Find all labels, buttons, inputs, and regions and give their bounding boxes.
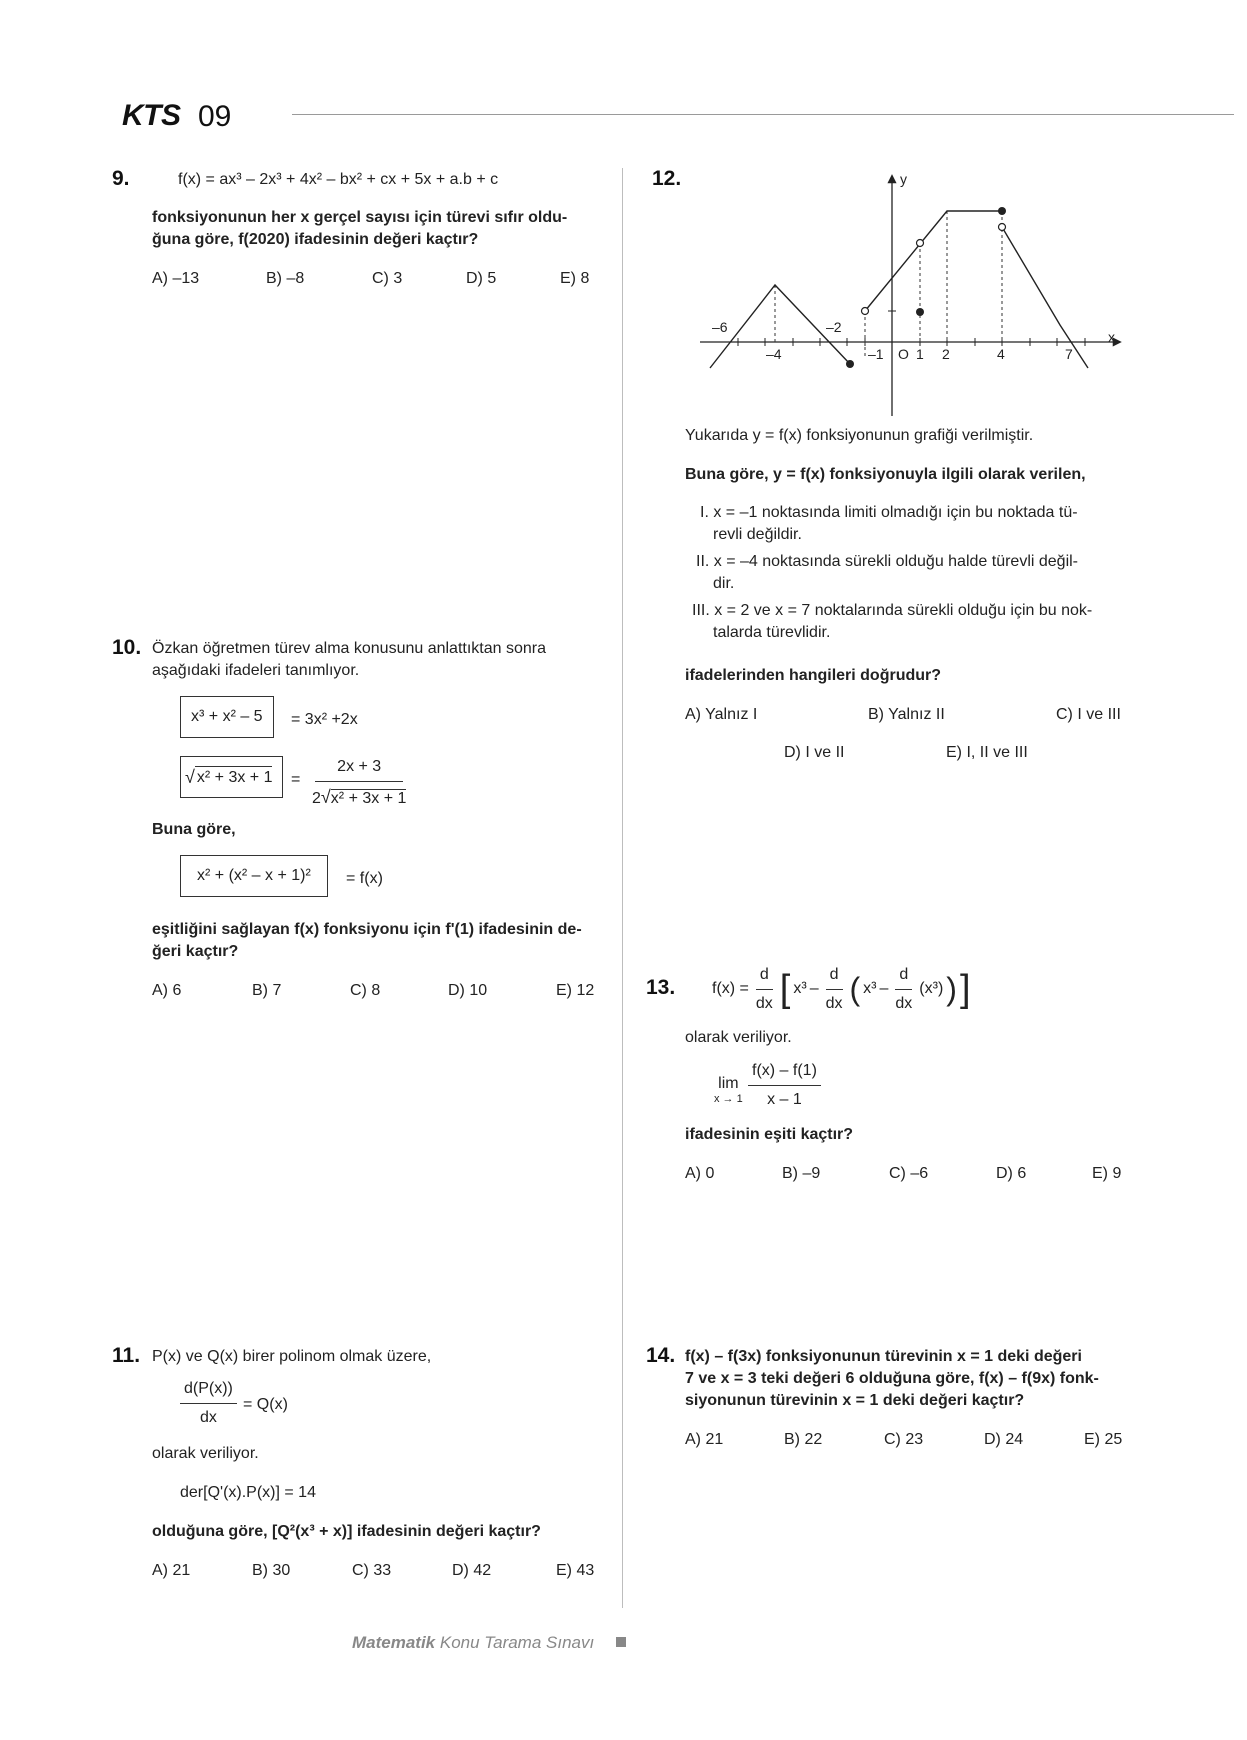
q11-frac-result: = Q(x) xyxy=(243,1396,288,1413)
q11-option-d[interactable]: D) 42 xyxy=(452,1562,492,1579)
q10-option-e[interactable]: E) 12 xyxy=(556,982,595,999)
q12-roman-iii-2: talarda türevlidir. xyxy=(713,624,831,641)
tick-label: –1 xyxy=(868,346,884,362)
q14-line1: f(x) – f(3x) fonksiyonunun türevinin x = 1 deki değeri xyxy=(685,1348,1082,1365)
axis-y-label: y xyxy=(900,171,907,187)
tick-label: 7 xyxy=(1065,346,1073,362)
q12-number: 12. xyxy=(652,167,682,190)
tick-label: –6 xyxy=(712,319,728,335)
q10-box3-result: = f(x) xyxy=(346,870,383,887)
q11-frac-den: dx xyxy=(199,1408,217,1426)
axis-x-label: x xyxy=(1108,329,1115,345)
q10-box2-radicand: x² + 3x + 1 xyxy=(195,766,273,789)
q12-option-e[interactable]: E) I, II ve III xyxy=(946,744,1028,761)
footer-rest: Konu Tarama Sınavı xyxy=(435,1633,595,1652)
q10-number: 10. xyxy=(112,636,142,659)
q9-number: 9. xyxy=(112,167,130,190)
point-closed xyxy=(916,308,924,316)
footer-title xyxy=(352,1632,594,1655)
footer-square-icon xyxy=(616,1637,626,1647)
q10-option-d[interactable]: D) 10 xyxy=(448,982,488,999)
q13-option-c[interactable]: C) –6 xyxy=(889,1165,929,1182)
column-divider xyxy=(622,168,623,1608)
q13-option-a[interactable]: A) 0 xyxy=(685,1165,715,1182)
q11-olarak: olarak veriliyor. xyxy=(152,1445,259,1462)
q12-roman-i-1: I. x = –1 noktasında limiti olmadığı için bu noktada tü- xyxy=(700,504,1078,521)
q11-option-a[interactable]: A) 21 xyxy=(152,1562,191,1579)
q12-option-c[interactable]: C) I ve III xyxy=(1056,706,1121,723)
q10-box3: x² + (x² – x + 1)² xyxy=(180,855,328,897)
q12-option-b[interactable]: B) Yalnız II xyxy=(868,706,945,723)
q14-option-e[interactable]: E) 25 xyxy=(1084,1431,1123,1448)
tick-label: –4 xyxy=(766,346,782,362)
q10-box2-fraction: $\frac{2x + 3}{\text{2√x² + 3x + 1}}$ xyxy=(312,758,407,807)
q9-function: f(x) = ax³ – 2x³ + 4x² – bx² + cx + 5x + a.b + c xyxy=(178,171,499,188)
q10-box2: √ x² + 3x + 1 xyxy=(180,756,283,798)
q14-line2: 7 ve x = 3 teki değeri 6 olduğuna göre, f(x) – f(9x) fonk- xyxy=(685,1370,1099,1387)
q12-roman-i-2: revli değildir. xyxy=(713,526,802,543)
origin-label: O xyxy=(898,346,909,362)
tick-label: 2 xyxy=(942,346,950,362)
q9-option-d[interactable]: D) 5 xyxy=(466,270,497,287)
q14-option-b[interactable]: B) 22 xyxy=(784,1431,823,1448)
q13-option-e[interactable]: E) 9 xyxy=(1092,1165,1122,1182)
point-open xyxy=(917,240,924,247)
point-closed xyxy=(846,360,854,368)
header-number: 09 xyxy=(198,100,232,133)
q13-lim: lim x → 1 xyxy=(714,1075,743,1105)
point-closed xyxy=(998,207,1006,215)
q10-buna-gore: Buna göre, xyxy=(152,821,236,838)
q11-option-e[interactable]: E) 43 xyxy=(556,1562,595,1579)
q11-der: der[Q'(x).P(x)] = 14 xyxy=(180,1484,316,1501)
q9-line2: ğuna göre, f(2020) ifadesinin değeri kaçtır? xyxy=(152,231,479,248)
q9-option-e[interactable]: E) 8 xyxy=(560,270,590,287)
point-open xyxy=(862,308,869,315)
q11-line1: P(x) ve Q(x) birer polinom olmak üzere, xyxy=(152,1348,432,1365)
q9-option-c[interactable]: C) 3 xyxy=(372,270,403,287)
q9-line1: fonksiyonunun her x gerçel sayısı için türevi sıfır oldu- xyxy=(152,209,568,226)
q11-number: 11. xyxy=(112,1344,141,1367)
q14-option-d[interactable]: D) 24 xyxy=(984,1431,1024,1448)
graph-guides xyxy=(775,211,1002,358)
q10-question-line2: ğeri kaçtır? xyxy=(152,943,239,960)
q12-option-a[interactable]: A) Yalnız I xyxy=(685,706,758,723)
header-rule xyxy=(292,114,1234,115)
header-brand: KTS xyxy=(122,99,181,132)
q11-option-c[interactable]: C) 33 xyxy=(352,1562,392,1579)
q13-number: 13. xyxy=(646,976,676,999)
q13-question: ifadesinin eşiti kaçtır? xyxy=(685,1126,854,1143)
q12-question: ifadelerinden hangileri doğrudur? xyxy=(685,667,942,684)
q13-option-b[interactable]: B) –9 xyxy=(782,1165,821,1182)
function-curve xyxy=(710,211,1088,368)
q12-roman-ii-2: dir. xyxy=(713,575,735,592)
q12-graph xyxy=(690,168,1130,418)
q12-line2: Buna göre, y = f(x) fonksiyonuyla ilgili olarak verilen, xyxy=(685,466,1086,483)
q10-box1: x³ + x² – 5 xyxy=(180,696,274,738)
q10-box1-result: = 3x² +2x xyxy=(291,711,358,728)
q11-fraction xyxy=(180,1378,237,1428)
q14-number: 14. xyxy=(646,1344,676,1367)
q14-option-a[interactable]: A) 21 xyxy=(685,1431,724,1448)
q10-question-line1: eşitliğini sağlayan f(x) fonksiyonu için f'(1) ifadesinin de- xyxy=(152,921,582,938)
q10-line2: aşağıdaki ifadeleri tanımlıyor. xyxy=(152,662,360,679)
q13-option-d[interactable]: D) 6 xyxy=(996,1165,1027,1182)
q13-olarak: olarak veriliyor. xyxy=(685,1029,792,1046)
tick-label: –2 xyxy=(826,319,842,335)
q13-fx: f(x) = xyxy=(712,980,749,998)
footer-bold: Matematik xyxy=(352,1633,436,1652)
q14-option-c[interactable]: C) 23 xyxy=(884,1431,924,1448)
q12-roman-iii-1: III. x = 2 ve x = 7 noktalarında sürekli olduğu için bu nok- xyxy=(692,602,1093,619)
tick-label: 1 xyxy=(916,346,924,362)
q11-question: olduğuna göre, [Q²(x³ + x)] ifadesinin değeri kaçtır? xyxy=(152,1523,541,1540)
q10-option-c[interactable]: C) 8 xyxy=(350,982,381,999)
q9-option-b[interactable]: B) –8 xyxy=(266,270,305,287)
point-open xyxy=(999,224,1006,231)
q12-roman-ii-1: II. x = –4 noktasında sürekli olduğu halde türevli değil- xyxy=(696,553,1079,570)
q12-option-d[interactable]: D) I ve II xyxy=(784,744,845,761)
q10-box2-den-coef: 2 xyxy=(312,789,321,807)
q10-option-b[interactable]: B) 7 xyxy=(252,982,282,999)
q11-frac-num: d(P(x)) xyxy=(180,1378,237,1404)
q11-option-b[interactable]: B) 30 xyxy=(252,1562,291,1579)
q10-option-a[interactable]: A) 6 xyxy=(152,982,182,999)
q10-box2-den-rad: x² + 3x + 1 xyxy=(330,789,407,807)
q14-line3: siyonunun türevinin x = 1 deki değeri kaçtır? xyxy=(685,1392,1025,1409)
q10-box2-eq: = xyxy=(291,771,301,788)
q9-option-a[interactable]: A) –13 xyxy=(152,270,200,287)
q13-lim-fraction: $\frac{f(x) - f(1)}{x - 1}$ xyxy=(748,1060,821,1110)
q13-expression: f(x) = $\frac{d}{dx}$ [ x³ – $\frac{d}{dx}$ ( x³ – $\frac{d}{dx}$ (x³) ) ] xyxy=(712,966,971,1012)
q10-line1: Özkan öğretmen türev alma konusunu anlattıktan sonra xyxy=(152,640,546,657)
tick-label: 4 xyxy=(997,346,1005,362)
q12-line1: Yukarıda y = f(x) fonksiyonunun grafiği verilmiştir. xyxy=(685,427,1034,444)
q10-box2-numerator: 2x + 3 xyxy=(315,756,403,782)
